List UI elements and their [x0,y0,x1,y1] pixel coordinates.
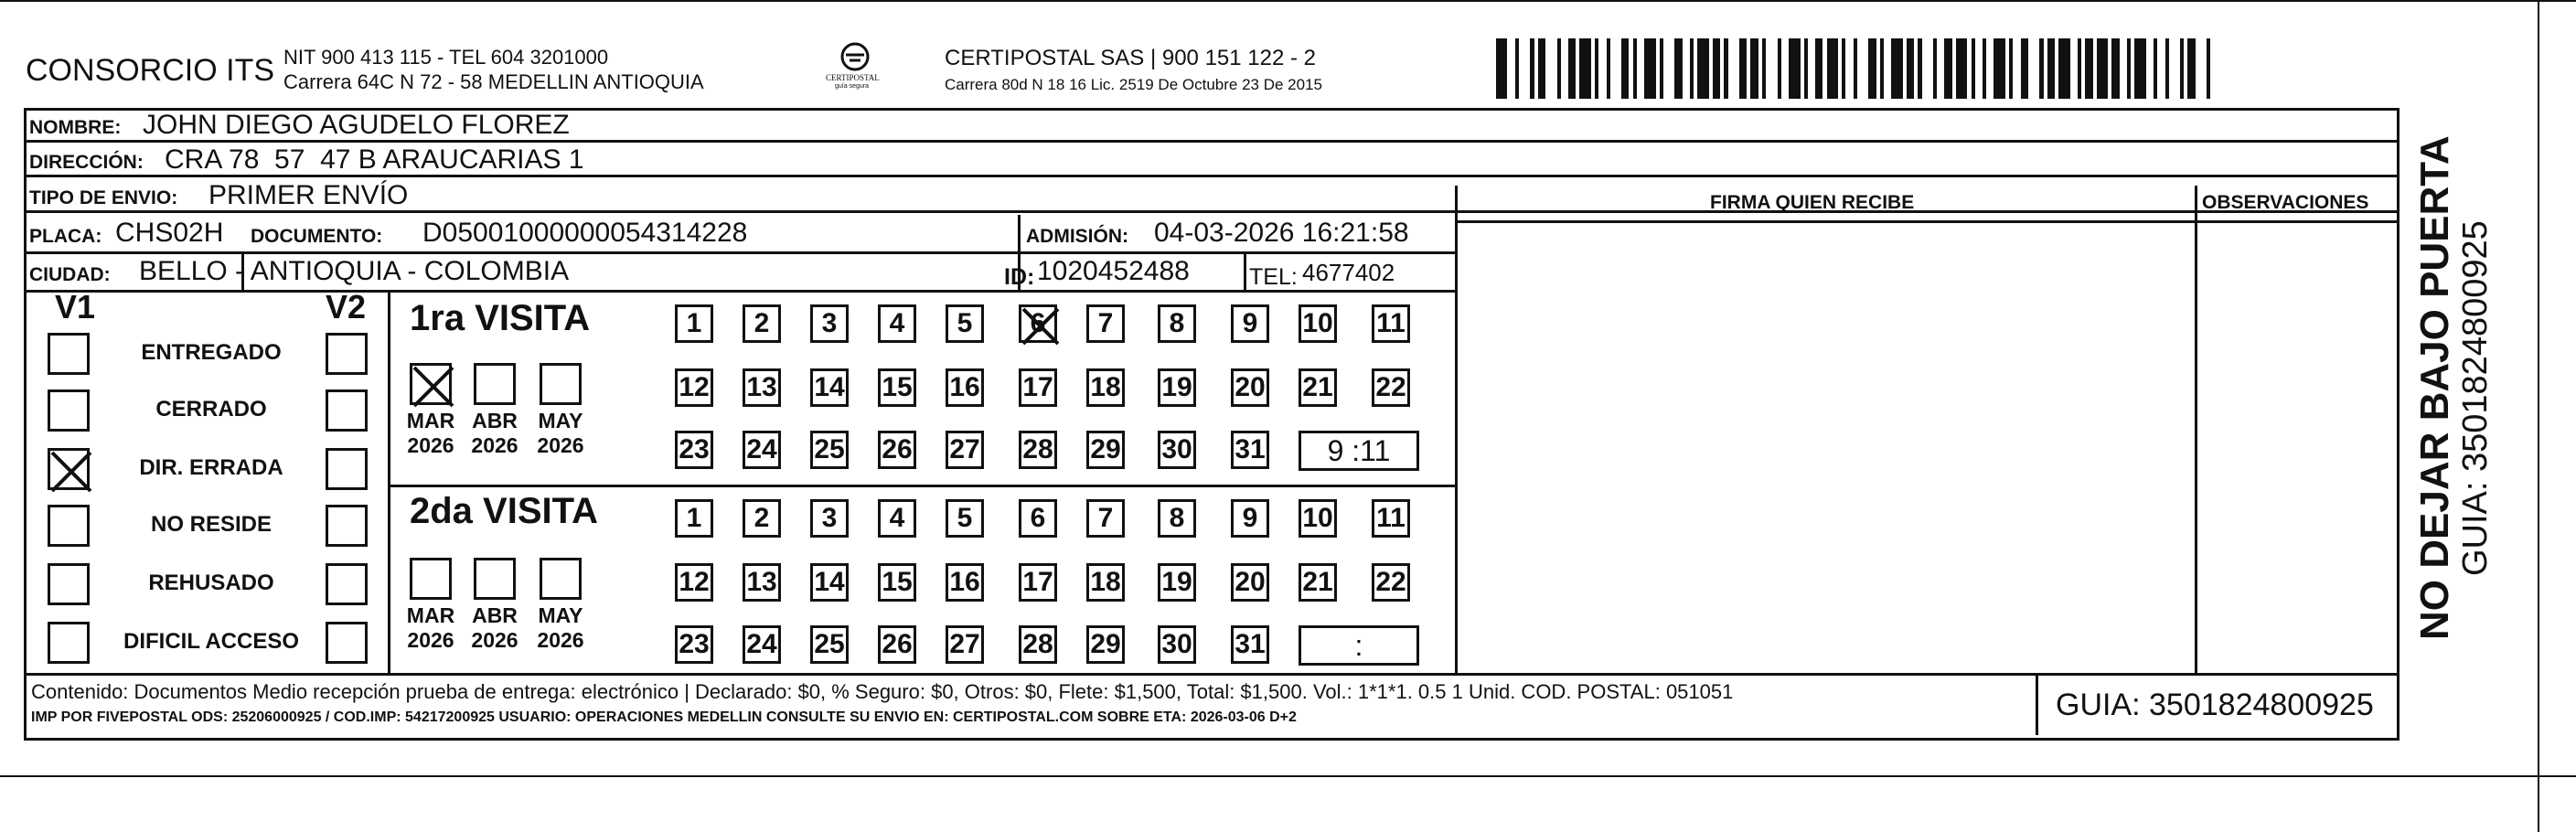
barcode-bar [2047,38,2055,99]
visit1-day-label: 21 [1302,372,1333,402]
visit2-day-label: 7 [1097,503,1114,533]
barcode-bar [1944,38,1951,99]
visit1-day-label: 7 [1097,308,1114,338]
placa-label: PLACA: [29,226,102,247]
visit1-day-label: 8 [1169,308,1185,338]
certipostal-line: CERTIPOSTAL SAS | 900 151 122 - 2 [945,46,1316,70]
visit1-day-27[interactable] [946,431,984,469]
top-edge [0,0,2576,2]
visit1-day-label: 15 [882,372,913,402]
status-label-6: DIFICIL ACCESO [123,629,299,654]
side-warning: NO DEJAR BAJO PUERTA [2412,135,2457,640]
signature-area[interactable] [1458,223,2195,673]
visit1-day-label: 14 [814,372,845,402]
logo-text: CERTIPOSTAL [826,73,880,82]
visit1-day-24[interactable] [743,431,781,469]
status-label-2: CERRADO [155,397,267,421]
barcode-bar [1561,38,1568,99]
visit2-day-label: 14 [814,567,845,597]
visit1-day-7[interactable] [1086,304,1125,343]
visit2-title: 2da VISITA [410,491,598,531]
tipo-envio-value: PRIMER ENVÍO [208,180,409,210]
visit2-day-label: 1 [686,503,702,533]
barcode-bar [1644,38,1655,99]
visit1-day-23[interactable] [675,431,713,469]
visit1-day-label: 18 [1090,372,1121,402]
visit1-day-17[interactable] [1019,368,1057,407]
visit1-month-checkbox-3[interactable] [540,363,582,405]
barcode-bar [1789,38,1800,99]
x-mark-icon [1021,307,1060,346]
visit1-month-checkbox-2[interactable] [474,363,516,405]
visit2-day-label: 25 [814,629,845,659]
visit1-day-label: 20 [1235,372,1266,402]
visit2-year-label-3: 2026 [537,628,584,652]
contenido-line: Contenido: Documentos Medio recepción prueba de entrega: electrónico | Declarado: $0, % Seguro: $0, Otros: $0, Flete: $1,500, Total: $1,500. Vol.: 1*1*1. 0.5 1 Unid. COD. POSTAL: 051051 [31,680,1734,703]
col-line [2036,673,2038,735]
visit1-day-label: 6 [1030,308,1046,338]
admision-label: ADMISIÓN: [1026,226,1128,247]
status-label-5: REHUSADO [148,571,274,595]
visit1-day-11[interactable] [1372,304,1410,343]
visit1-day-label: 29 [1090,434,1121,464]
visit1-day-label: 24 [746,434,777,464]
visit2-day-22[interactable] [1372,563,1410,602]
visit1-day-label: 31 [1235,434,1266,464]
visit1-day-label: 30 [1161,434,1192,464]
barcode-bar [1568,38,1576,99]
row-line [24,673,2397,676]
barcode-bar [1766,38,1777,99]
row-line [24,290,1455,293]
visit1-time-value: 9 :11 [1327,433,1391,467]
visit1-title: 1ra VISITA [410,298,591,338]
company-name: CONSORCIO ITS [26,53,275,88]
visit1-day-20[interactable] [1231,368,1269,407]
v2-checkbox-5[interactable] [326,563,368,605]
visit2-day-label: 27 [949,629,980,659]
visit1-month-checkbox-1[interactable] [410,363,452,405]
barcode-bar [1545,38,1556,99]
visit1-day-30[interactable] [1158,431,1196,469]
barcode-bar [1674,38,1682,99]
barcode-bar [1907,38,1914,99]
barcode-bar [2085,38,2092,99]
visit1-day-label: 3 [821,308,838,338]
visit2-month-checkbox-2[interactable] [474,558,516,600]
visit2-day-label: 24 [746,629,777,659]
visit2-day-23[interactable] [675,625,713,664]
barcode-bar [2013,38,2020,99]
visit1-day-label: 5 [957,308,973,338]
visit2-day-label: 28 [1022,629,1053,659]
visit2-day-5[interactable] [946,499,984,538]
visit1-day-label: 2 [754,308,770,338]
barcode-bar [1579,38,1590,99]
barcode-bar [1507,38,1514,99]
visit1-day-label: 10 [1302,308,1333,338]
visit2-day-label: 5 [957,503,973,533]
visit1-day-31[interactable] [1231,431,1269,469]
visit1-month-label-2: ABR [472,409,518,432]
visit2-day-label: 12 [679,567,710,597]
barcode-bar [2021,38,2028,99]
visit2-day-label: 10 [1302,503,1333,533]
nit-line: NIT 900 413 115 - TEL 604 3201000 [283,46,609,69]
documento-value: D05001000000054314228 [422,218,748,248]
visit2-day-label: 26 [882,629,913,659]
barcode-bar [1621,38,1629,99]
visit1-day-label: 17 [1022,372,1053,402]
barcode-bar [1808,38,1815,99]
right-edge [2538,0,2539,832]
company-address: Carrera 64C N 72 - 58 MEDELLIN ANTIOQUIA [283,70,704,93]
barcode-bar [1975,38,1983,99]
v2-checkbox-1[interactable] [326,333,368,375]
barcode-bar [1956,38,1967,99]
footer-guia: GUIA: 3501824800925 [2056,688,2374,722]
barcode-bar [1922,38,1933,99]
side-guia: GUIA: 3501824800925 [2456,220,2495,576]
v2-checkbox-4[interactable] [326,505,368,547]
direccion-value: CRA 78 57 47 B ARAUCARIAS 1 [165,144,584,175]
barcode-bar [1884,38,1891,99]
visit1-day-18[interactable] [1086,368,1125,407]
visit1-day-28[interactable] [1019,431,1057,469]
v2-checkbox-3[interactable] [326,448,368,490]
status-label-1: ENTREGADO [141,340,282,365]
visit2-month-label-2: ABR [472,603,518,627]
visit2-day-13[interactable] [743,563,781,602]
barcode-bar [1815,38,1822,99]
admision-value: 04-03-2026 16:21:58 [1154,218,1409,248]
visit2-day-21[interactable] [1299,563,1337,602]
v1-checkbox-4[interactable] [48,505,90,547]
visit2-day-label: 17 [1022,567,1053,597]
visit1-day-3[interactable] [810,304,849,343]
visit2-day-label: 18 [1090,567,1121,597]
v1-checkbox-2[interactable] [48,389,90,432]
barcode-bar [1598,38,1606,99]
visit2-day-27[interactable] [946,625,984,664]
barcode-bar [2187,38,2195,99]
imp-line: IMP POR FIVEPOSTAL ODS: 25206000925 / COD.IMP: 54217200925 USUARIO: OPERACIONES MEDELLIN CONSULTE SU ENVIO EN: CERTIPOSTAL.COM SOBRE ETA: 2026-03-06 D+2 [31,709,1297,725]
visit1-day-22[interactable] [1372,368,1410,407]
visit1-day-label: 26 [882,434,913,464]
visit2-day-label: 19 [1161,567,1192,597]
row-line [388,485,1455,487]
visit1-day-label: 12 [679,372,710,402]
visit2-month-checkbox-1[interactable] [410,558,452,600]
visit2-day-8[interactable] [1158,499,1196,538]
visit2-day-label: 16 [949,567,980,597]
visit2-day-18[interactable] [1086,563,1125,602]
visit1-day-21[interactable] [1299,368,1337,407]
visit1-day-2[interactable] [743,304,781,343]
visit2-month-label-1: MAR [406,603,455,627]
visit2-day-9[interactable] [1231,499,1269,538]
barcode-bar [2210,38,2218,99]
barcode-bar [1891,38,1902,99]
barcode-bar [1697,38,1708,99]
col-line [1244,254,1246,290]
visit1-day-15[interactable] [878,368,916,407]
barcode-bar [1637,38,1644,99]
certipostal-address: Carrera 80d N 18 16 Lic. 2519 De Octubre 23 De 2015 [945,76,1322,93]
visit2-day-11[interactable] [1372,499,1410,538]
visit2-month-label-3: MAY [538,603,583,627]
visit1-day-26[interactable] [878,431,916,469]
tel-label: TEL: [1249,264,1298,290]
visit2-day-label: 23 [679,629,710,659]
visit2-time-field[interactable] [1299,625,1419,666]
v1-header: V1 [55,288,96,325]
status-label-4: NO RESIDE [150,512,273,537]
barcode-bar [2146,38,2154,99]
barcode-bar [2111,38,2119,99]
barcode-bar [1496,38,1507,99]
barcode-bar [1857,38,1868,99]
v1-checkbox-3[interactable] [48,448,90,490]
visit1-day-label: 22 [1375,372,1406,402]
barcode-bar [1993,38,2004,99]
barcode-bar [1610,38,1621,99]
visit1-day-label: 4 [889,308,905,338]
visit1-day-label: 28 [1022,434,1053,464]
logo-subtext: guía segura [835,83,869,90]
visit2-day-17[interactable] [1019,563,1057,602]
visit1-day-1[interactable] [675,304,713,343]
visit2-day-3[interactable] [810,499,849,538]
visit2-day-2[interactable] [743,499,781,538]
observations-area[interactable] [2197,223,2394,673]
barcode-bar [1937,38,1944,99]
visit1-day-label: 9 [1242,308,1258,338]
visit2-day-label: 6 [1030,503,1046,533]
visit1-day-12[interactable] [675,368,713,407]
placa-value: CHS02H [115,218,224,248]
visit2-day-label: 15 [882,567,913,597]
ciudad-value: BELLO - ANTIOQUIA - COLOMBIA [139,256,570,286]
visit1-day-label: 23 [679,434,710,464]
visit2-day-25[interactable] [810,625,849,664]
barcode-bar [2169,38,2180,99]
direccion-label: DIRECCIÓN: [29,152,144,173]
v2-checkbox-6[interactable] [326,622,368,664]
visit2-day-label: 22 [1375,567,1406,597]
visit2-day-19[interactable] [1158,563,1196,602]
v1-checkbox-5[interactable] [48,563,90,605]
bottom-edge [0,775,2576,777]
nombre-label: NOMBRE: [29,117,122,138]
visit2-day-14[interactable] [810,563,849,602]
nombre-value: JOHN DIEGO AGUDELO FLOREZ [143,110,570,140]
visit1-day-9[interactable] [1231,304,1269,343]
visit1-day-29[interactable] [1086,431,1125,469]
barcode-bar [1986,38,1993,99]
visit2-day-7[interactable] [1086,499,1125,538]
barcode-bar [1538,38,1545,99]
visit1-day-19[interactable] [1158,368,1196,407]
visit2-day-label: 11 [1376,503,1406,533]
visit1-day-label: 19 [1161,372,1192,402]
barcode-bar [2058,38,2069,99]
visit2-day-label: 4 [889,503,905,533]
visit2-day-29[interactable] [1086,625,1125,664]
documento-label: DOCUMENTO: [251,226,383,247]
barcode-bar [2134,38,2145,99]
barcode-bar [2157,38,2164,99]
visit2-day-20[interactable] [1231,563,1269,602]
visit2-time-value: : [1354,628,1363,662]
visit2-day-label: 30 [1161,629,1192,659]
visit1-month-label-3: MAY [538,409,583,432]
visit1-day-25[interactable] [810,431,849,469]
visit1-year-label-2: 2026 [471,433,518,457]
visit1-day-14[interactable] [810,368,849,407]
visit1-day-label: 25 [814,434,845,464]
visit1-day-label: 1 [686,308,702,338]
v1-checkbox-6[interactable] [48,622,90,664]
barcode-bar [1781,38,1789,99]
v2-checkbox-2[interactable] [326,389,368,432]
visit1-day-6[interactable] [1019,304,1057,343]
barcode-bar [2070,38,2078,99]
v2-header: V2 [326,288,367,325]
visit2-day-label: 21 [1302,567,1333,597]
visit2-day-28[interactable] [1019,625,1057,664]
visit1-day-16[interactable] [946,368,984,407]
barcode-bar [1683,38,1690,99]
observaciones-header: OBSERVACIONES [2202,192,2369,213]
status-label-3: DIR. ERRADA [139,455,283,480]
visit1-day-13[interactable] [743,368,781,407]
visit2-day-26[interactable] [878,625,916,664]
visit2-day-10[interactable] [1299,499,1337,538]
tel-value: 4677402 [1302,259,1395,286]
visit2-day-label: 2 [754,503,770,533]
visit2-day-24[interactable] [743,625,781,664]
visit2-day-label: 29 [1090,629,1121,659]
barcode-bar [1739,38,1747,99]
x-mark-icon [412,366,454,408]
certipostal-logo [828,38,882,95]
barcode-bar [2120,38,2127,99]
id-value: 1020452488 [1037,256,1190,286]
x-mark-icon [50,451,92,493]
visit1-month-label-1: MAR [406,409,455,432]
barcode-bar [2097,38,2108,99]
visit1-time-field[interactable] [1299,431,1419,471]
visit2-day-15[interactable] [878,563,916,602]
visit2-year-label-2: 2026 [471,628,518,652]
barcode-bar [1663,38,1674,99]
visit2-day-label: 31 [1235,629,1266,659]
visit1-day-label: 16 [949,372,980,402]
visit2-day-12[interactable] [675,563,713,602]
barcode-bar [1713,38,1720,99]
id-label: ID: [1004,264,1035,290]
visit1-day-5[interactable] [946,304,984,343]
barcode-bar [1728,38,1739,99]
visit2-day-1[interactable] [675,499,713,538]
visit2-day-4[interactable] [878,499,916,538]
barcode-bar [1868,38,1876,99]
visit1-day-4[interactable] [878,304,916,343]
row-line [24,251,1455,254]
visit1-day-label: 13 [746,372,777,402]
visit2-day-label: 20 [1235,567,1266,597]
visit2-day-label: 3 [821,503,838,533]
visit2-day-30[interactable] [1158,625,1196,664]
visit2-day-label: 13 [746,567,777,597]
visit1-year-label-1: 2026 [407,433,454,457]
visit2-month-checkbox-3[interactable] [540,558,582,600]
visit1-day-label: 27 [949,434,980,464]
col-line [388,290,390,673]
visit2-day-31[interactable] [1231,625,1269,664]
visit2-day-16[interactable] [946,563,984,602]
firma-header: FIRMA QUIEN RECIBE [1710,192,1915,213]
visit2-day-6[interactable] [1019,499,1057,538]
visit2-day-label: 9 [1242,503,1258,533]
barcode-bar [2028,38,2039,99]
barcode-bar [1519,38,1530,99]
barcode-bar [2196,38,2207,99]
barcode-icon [1496,38,2218,99]
barcode-bar [1827,38,1838,99]
tipo-envio-label: TIPO DE ENVIO: [29,187,178,208]
ciudad-label: CIUDAD: [29,264,111,285]
visit1-day-10[interactable] [1299,304,1337,343]
visit1-day-8[interactable] [1158,304,1196,343]
barcode-bar [1845,38,1853,99]
visit1-year-label-3: 2026 [537,433,584,457]
barcode-bar [1750,38,1758,99]
visit1-day-label: 11 [1376,308,1406,338]
visit2-day-label: 8 [1169,503,1185,533]
visit2-year-label-1: 2026 [407,628,454,652]
v1-checkbox-1[interactable] [48,333,90,375]
